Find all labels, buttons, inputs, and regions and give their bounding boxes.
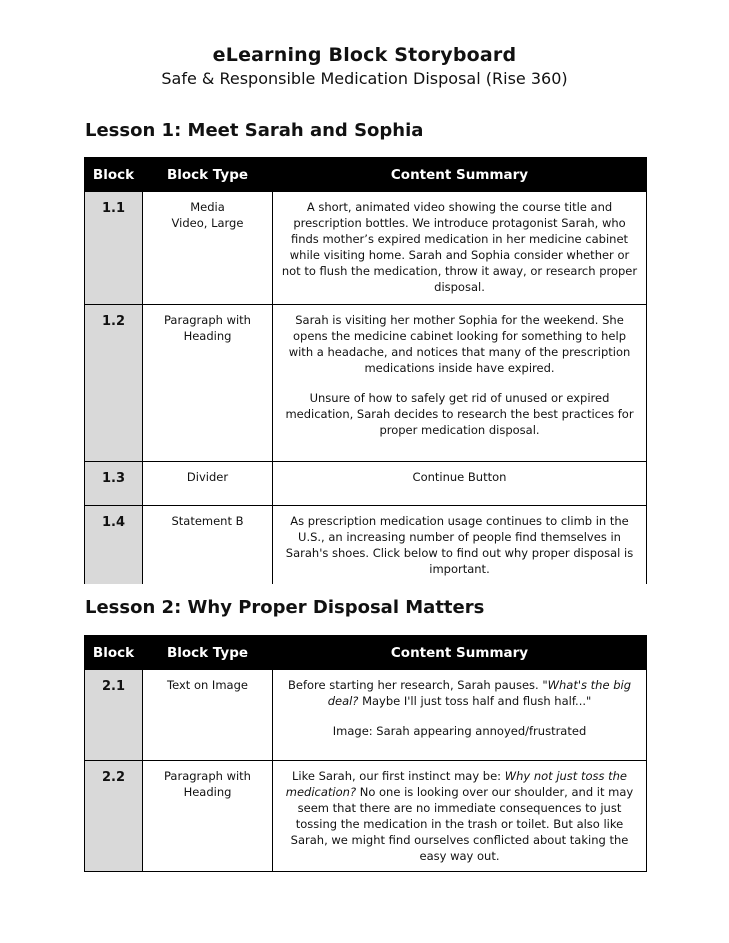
block-type	[143, 761, 273, 872]
table-row	[85, 761, 647, 872]
content-summary	[273, 506, 647, 585]
table-row	[85, 670, 647, 761]
content-summary	[273, 192, 647, 305]
summary-paragraph	[279, 768, 640, 864]
summary-paragraph: Unsure of how to safely get rid of unused or expired medication, Sarah decides to research the best practices for proper medication disposal.	[285, 391, 634, 437]
content-summary	[273, 462, 647, 506]
block-id: 1.1	[85, 192, 143, 305]
column-header-block: Block	[85, 636, 143, 670]
block-type-line: Text on Image	[167, 678, 248, 692]
block-id: 1.3	[85, 462, 143, 506]
column-header-block: Block	[85, 158, 143, 192]
content-summary	[273, 670, 647, 761]
document-title: eLearning Block Storyboard	[212, 44, 517, 66]
block-type-line: Paragraph with	[164, 769, 251, 783]
block-type	[143, 462, 273, 506]
summary-text: No one is looking over our shoulder, and it may seem that there are no immediate consequences to just tossing the medication in the trash or toilet. But also like Sarah, we might find ourselves conflicted about taking the easy way out.	[290, 785, 634, 863]
content-summary	[273, 761, 647, 872]
block-type	[143, 305, 273, 462]
block-type-line: Media	[190, 200, 225, 214]
table-row	[85, 305, 647, 462]
block-id: 1.4	[85, 506, 143, 585]
summary-paragraph: A short, animated video showing the course title and prescription bottles. We introduce protagonist Sarah, who finds mother’s expired medication in her medicine cabinet while visiting home. Sarah and Sophia consider whether or not to flush the medication, throw it away, or research proper disposal.	[281, 200, 638, 294]
lesson-2-table	[84, 635, 647, 872]
block-type-line: Heading	[183, 785, 232, 799]
table-row	[85, 506, 647, 585]
summary-emphasis: Why not just toss the medication?	[285, 769, 628, 799]
column-header-block-type: Block Type	[143, 636, 273, 670]
content-summary	[273, 305, 647, 462]
block-type-line: Statement B	[171, 514, 244, 528]
summary-paragraph	[279, 677, 640, 709]
block-id: 1.2	[85, 305, 143, 462]
block-type	[143, 506, 273, 585]
table-header-row	[85, 636, 647, 670]
block-id: 2.1	[85, 670, 143, 761]
summary-paragraph: As prescription medication usage continues to climb in the U.S., an increasing number of people find themselves in Sarah's shoes. Click below to find out why proper disposal is important.	[285, 514, 634, 576]
block-type	[143, 192, 273, 305]
block-type	[143, 670, 273, 761]
lesson-2-heading: Lesson 2: Why Proper Disposal Matters	[85, 597, 485, 618]
table-row	[85, 192, 647, 305]
block-id: 2.2	[85, 761, 143, 872]
table-row	[85, 462, 647, 506]
block-type-line: Video, Large	[171, 216, 244, 230]
column-header-content-summary: Content Summary	[273, 636, 647, 670]
block-type-line: Heading	[183, 329, 232, 343]
column-header-content-summary: Content Summary	[273, 158, 647, 192]
summary-text: Like Sarah, our first instinct may be:	[291, 769, 505, 783]
summary-paragraph: Continue Button	[412, 470, 507, 484]
summary-text: Before starting her research, Sarah pauses. "	[287, 678, 548, 692]
summary-paragraph: Image: Sarah appearing annoyed/frustrated	[332, 724, 587, 738]
summary-text: Maybe I'll just toss half and flush half..."	[358, 694, 592, 708]
document-subtitle: Safe & Responsible Medication Disposal (Rise 360)	[161, 69, 568, 88]
column-header-block-type: Block Type	[143, 158, 273, 192]
block-type-line: Paragraph with	[164, 313, 251, 327]
table-header-row	[85, 158, 647, 192]
lesson-1-table	[84, 157, 647, 584]
summary-emphasis: What's the big deal?	[327, 678, 631, 708]
block-type-line: Divider	[186, 470, 229, 484]
lesson-1-heading: Lesson 1: Meet Sarah and Sophia	[85, 120, 424, 141]
summary-paragraph: Sarah is visiting her mother Sophia for the weekend. She opens the medicine cabinet looking for something to help with a headache, and notices that many of the prescription medications inside have expired.	[288, 313, 631, 375]
